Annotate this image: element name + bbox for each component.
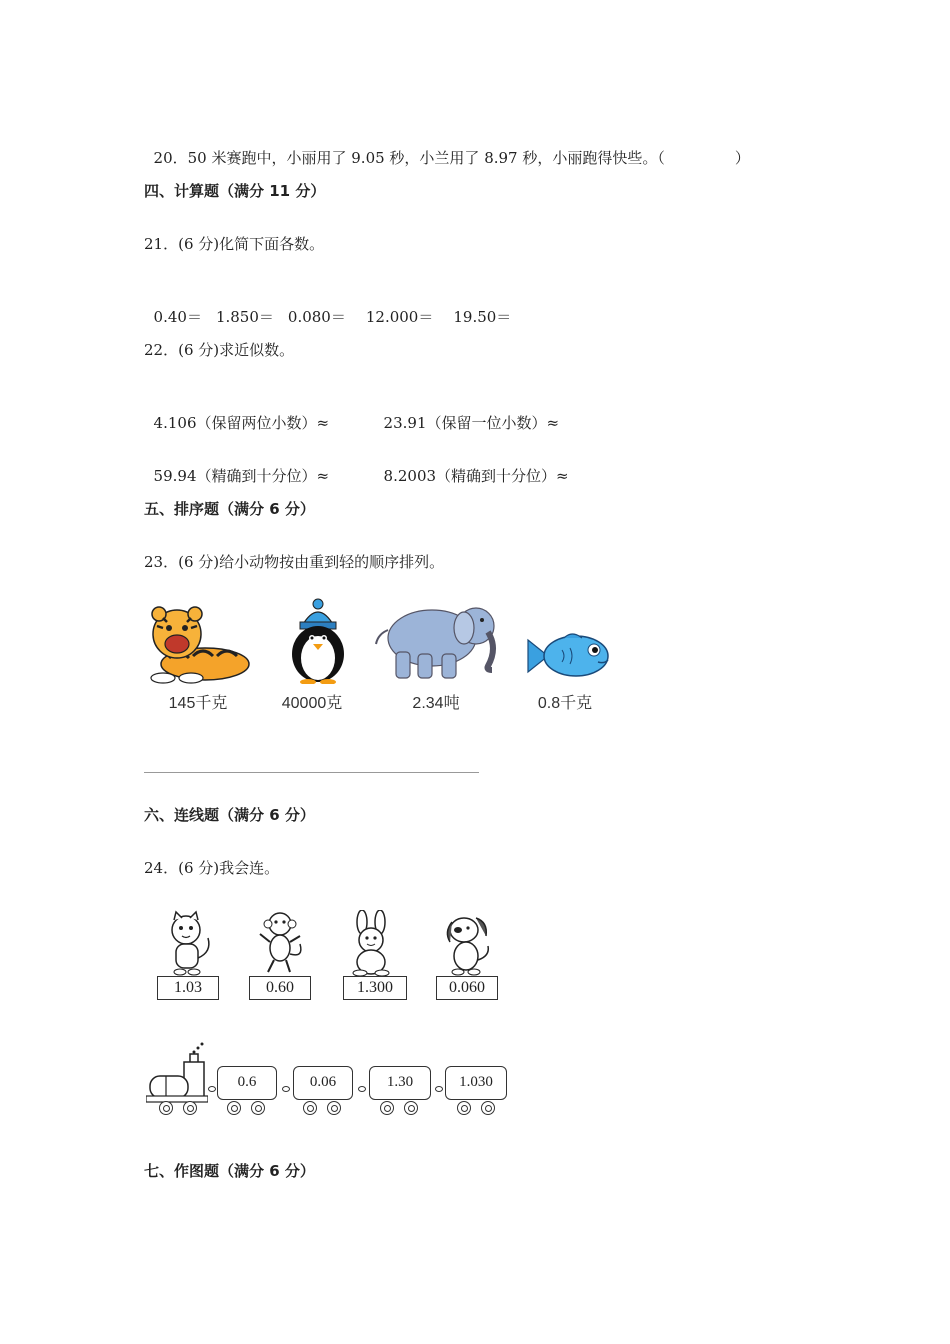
cat-icon (160, 910, 220, 976)
coupler-icon (435, 1086, 443, 1092)
q21-item: 12.000＝ (365, 308, 434, 326)
fish-icon (526, 630, 614, 682)
question-20 (144, 128, 750, 168)
section-7-title: 七、作图题（满分 6 分） (144, 1162, 315, 1180)
wheel-icon (404, 1101, 418, 1115)
train-car: 0.06 (293, 1066, 353, 1100)
q22-item: 4.106（保留两位小数）≈ (153, 414, 330, 432)
wheel-icon (380, 1101, 394, 1115)
question-22-row-1 (144, 393, 559, 433)
wheel-icon (159, 1101, 173, 1115)
rabbit-number-box: 1.300 (343, 976, 407, 1000)
fish-weight-label: 0.8千克 (537, 695, 593, 712)
train-car: 1.30 (369, 1066, 431, 1100)
train-car: 0.6 (217, 1066, 277, 1100)
question-20-text: 20．50 米赛跑中，小丽用了 9.05 秒，小兰用了 8.97 秒，小丽跑得快些。（ (153, 149, 665, 167)
coupler-icon (282, 1086, 290, 1092)
question-23-prompt: 23．(6 分)给小动物按由重到轻的顺序排列。 (144, 553, 445, 571)
section-5-title: 五、排序题（满分 6 分） (144, 500, 315, 518)
wheel-icon (327, 1101, 341, 1115)
question-22-prompt: 22．(6 分)求近似数。 (144, 341, 295, 359)
train-icon (146, 1040, 208, 1118)
monkey-number-box: 0.60 (249, 976, 311, 1000)
q21-item: 1.850＝ (215, 308, 274, 326)
question-20-close-paren: ） (734, 149, 750, 167)
wheel-icon (251, 1101, 265, 1115)
q21-item: 0.40＝ (153, 308, 202, 326)
question-21-items (144, 287, 511, 327)
q22-item: 23.91（保留一位小数）≈ (383, 414, 560, 432)
q21-item: 19.50＝ (453, 308, 512, 326)
train-car: 1.030 (445, 1066, 507, 1100)
section-6-title: 六、连线题（满分 6 分） (144, 806, 315, 824)
elephant-weight-label: 2.34吨 (412, 695, 460, 712)
question-22-row-2 (144, 446, 569, 486)
cat-number-box: 1.03 (157, 976, 219, 1000)
dog-icon (438, 910, 498, 976)
coupler-icon (358, 1086, 366, 1092)
penguin-icon (280, 598, 348, 684)
rabbit-icon (342, 910, 402, 976)
section-4-title: 四、计算题（满分 11 分） (144, 182, 326, 200)
wheel-icon (303, 1101, 317, 1115)
elephant-icon (372, 600, 502, 682)
q22-item: 59.94（精确到十分位）≈ (153, 467, 330, 485)
penguin-weight-label: 40000克 (281, 695, 343, 712)
dog-number-box: 0.060 (436, 976, 498, 1000)
tiger-weight-label: 145千克 (168, 695, 228, 712)
wheel-icon (481, 1101, 495, 1115)
wheel-icon (227, 1101, 241, 1115)
q21-item: 0.080＝ (287, 308, 346, 326)
monkey-icon (254, 910, 310, 976)
question-24-prompt: 24．(6 分)我会连。 (144, 859, 280, 877)
wheel-icon (183, 1101, 197, 1115)
tiger-icon (143, 598, 253, 686)
coupler-icon (208, 1086, 216, 1092)
q22-item: 8.2003（精确到十分位）≈ (383, 467, 569, 485)
answer-line (144, 772, 479, 773)
question-21-prompt: 21．(6 分)化简下面各数。 (144, 235, 325, 253)
wheel-icon (457, 1101, 471, 1115)
